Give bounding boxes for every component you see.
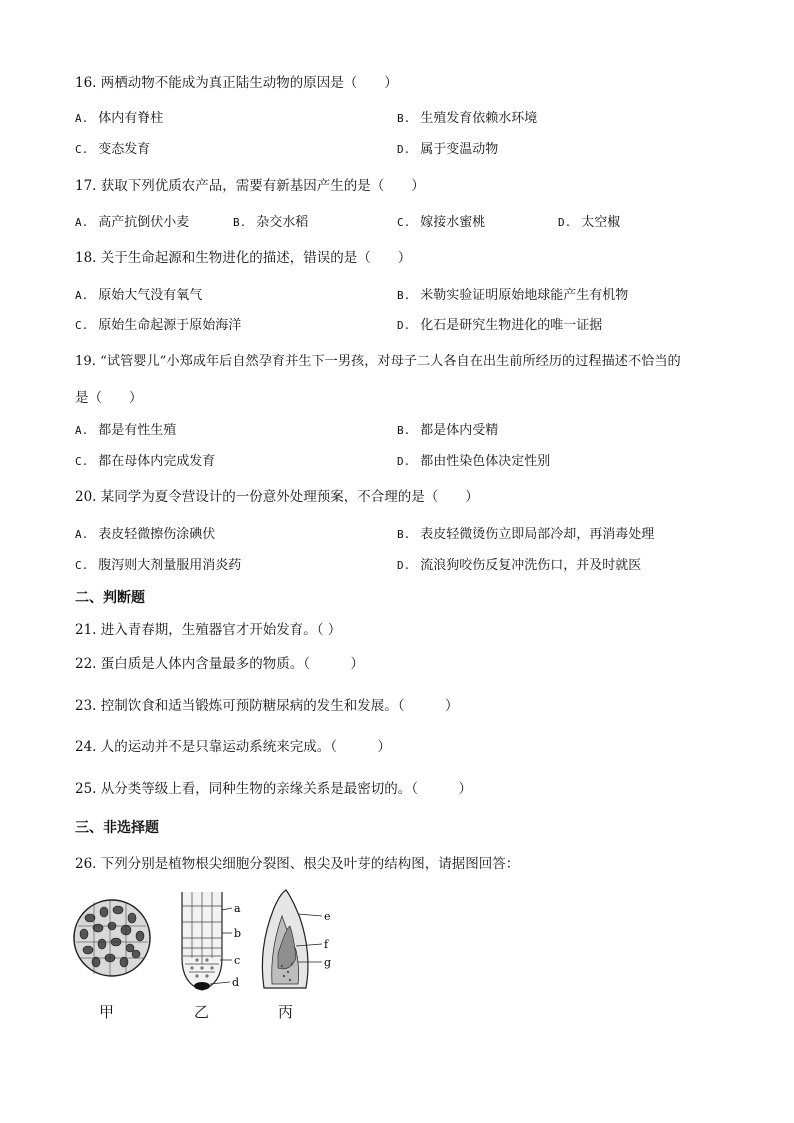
option-text: 嫁接水蜜桃 <box>420 215 486 230</box>
question-25: 25. 从分类等级上看，同种生物的亲缘关系是最密切的。（ ） <box>75 781 473 797</box>
option-text: 流浪狗咬伤反复冲洗伤口，并及时就医 <box>420 558 642 573</box>
section-heading-non-choice: 三、非选择题 <box>75 820 159 836</box>
question-26-stem: 26. 下列分别是植物根尖细胞分裂图、根尖及叶芽的结构图，请据图回答： <box>75 856 520 872</box>
root-label-c: c <box>234 954 241 967</box>
root-label-a: a <box>234 902 241 915</box>
q16-option-d <box>397 141 498 159</box>
question-17-stem: 17. 获取下列优质农产品，需要有新基因产生的是（ ） <box>75 178 425 194</box>
option-key: D. <box>397 455 411 468</box>
option-key: C. <box>75 559 89 572</box>
section-heading-true-false: 二、判断题 <box>75 590 145 606</box>
q20-option-a <box>75 526 215 544</box>
q19-option-d <box>397 453 550 471</box>
figure-label-bing: 丙 <box>278 1003 294 1021</box>
leaf-bud-diagram <box>262 890 331 988</box>
figure-label-jia: 甲 <box>99 1003 115 1021</box>
option-text: 属于变温动物 <box>420 142 499 157</box>
root-tip-diagram <box>182 892 241 990</box>
option-text: 表皮轻微烫伤立即局部冷却，再消毒处理 <box>420 527 655 542</box>
question-24: 24. 人的运动并不是只靠运动系统来完成。（ ） <box>75 739 392 755</box>
question-19-stem-line1: 19. “试管婴儿”小郑成年后自然孕育并生下一男孩，对母子二人各自在出生前所经历的过程描述不恰当的 <box>75 354 681 369</box>
option-key: A. <box>75 289 89 302</box>
q18-option-a <box>75 287 202 305</box>
bud-label-g: g <box>324 956 332 969</box>
option-key: D. <box>558 216 572 229</box>
option-key: B. <box>397 424 411 437</box>
q20-option-b <box>397 526 654 544</box>
bud-label-f: f <box>324 938 329 951</box>
q18-option-c <box>75 317 241 335</box>
option-key: D. <box>397 559 411 572</box>
option-key: B. <box>397 289 411 302</box>
q17-option-b <box>233 214 308 232</box>
q20-option-d <box>397 557 641 575</box>
option-text: 原始大气没有氧气 <box>98 288 203 303</box>
option-key: D. <box>397 319 411 332</box>
option-text: 生殖发育依赖水环境 <box>420 111 538 126</box>
q17-option-a <box>75 214 189 232</box>
q19-option-c <box>75 453 215 471</box>
question-20-stem: 20. 某同学为夏令营设计的一份意外处理预案，不合理的是（ ） <box>75 489 479 505</box>
question-18-stem: 18. 关于生命起源和生物进化的描述，错误的是（ ） <box>75 250 412 266</box>
q16-option-b <box>397 110 537 128</box>
q19-option-b <box>397 422 498 440</box>
question-16-stem: 16. 两栖动物不能成为真正陆生动物的原因是（ ） <box>75 75 398 91</box>
option-key: C. <box>397 216 411 229</box>
q16-option-a <box>75 110 163 128</box>
bud-label-e: e <box>324 910 331 923</box>
option-key: A. <box>75 424 89 437</box>
option-key: A. <box>75 112 89 125</box>
q18-option-d <box>397 317 602 335</box>
option-key: D. <box>397 143 411 156</box>
figure-plant-structures <box>60 888 360 996</box>
question-19-stem-line2: 是（ ） <box>75 390 143 406</box>
option-text: 都是有性生殖 <box>98 423 177 438</box>
q16-option-c <box>75 141 150 159</box>
question-23: 23. 控制饮食和适当锻炼可预防糖尿病的发生和发展。（ ） <box>75 698 459 714</box>
root-label-d: d <box>232 976 240 989</box>
q20-option-c <box>75 557 241 575</box>
option-text: 腹泻则大剂量服用消炎药 <box>98 558 242 573</box>
figure-label-yi: 乙 <box>194 1003 210 1021</box>
option-text: 体内有脊柱 <box>98 111 164 126</box>
q18-option-b <box>397 287 628 305</box>
option-key: C. <box>75 455 89 468</box>
option-text: 原始生命起源于原始海洋 <box>98 318 242 333</box>
option-text: 太空椒 <box>581 215 621 230</box>
option-key: B. <box>397 112 411 125</box>
option-text: 高产抗倒伏小麦 <box>98 215 190 230</box>
option-key: A. <box>75 528 89 541</box>
root-label-b: b <box>234 927 242 940</box>
option-key: C. <box>75 143 89 156</box>
option-text: 都由性染色体决定性别 <box>420 454 551 469</box>
option-text: 都在母体内完成发育 <box>98 454 216 469</box>
question-22: 22. 蛋白质是人体内含量最多的物质。（ ） <box>75 656 365 672</box>
option-key: A. <box>75 216 89 229</box>
option-text: 表皮轻微擦伤涂碘伏 <box>98 527 216 542</box>
option-key: B. <box>397 528 411 541</box>
cell-division-micrograph <box>74 900 150 976</box>
q19-option-a <box>75 422 176 440</box>
option-text: 米勒实验证明原始地球能产生有机物 <box>420 288 629 303</box>
option-key: B. <box>233 216 247 229</box>
option-text: 都是体内受精 <box>420 423 499 438</box>
q17-option-d <box>558 214 620 232</box>
option-text: 化石是研究生物进化的唯一证据 <box>420 318 603 333</box>
question-21: 21. 进入青春期，生殖器官才开始发育。（ ） <box>75 622 342 638</box>
option-text: 杂交水稻 <box>256 215 309 230</box>
q17-option-c <box>397 214 485 232</box>
option-key: C. <box>75 319 89 332</box>
option-text: 变态发育 <box>98 142 151 157</box>
